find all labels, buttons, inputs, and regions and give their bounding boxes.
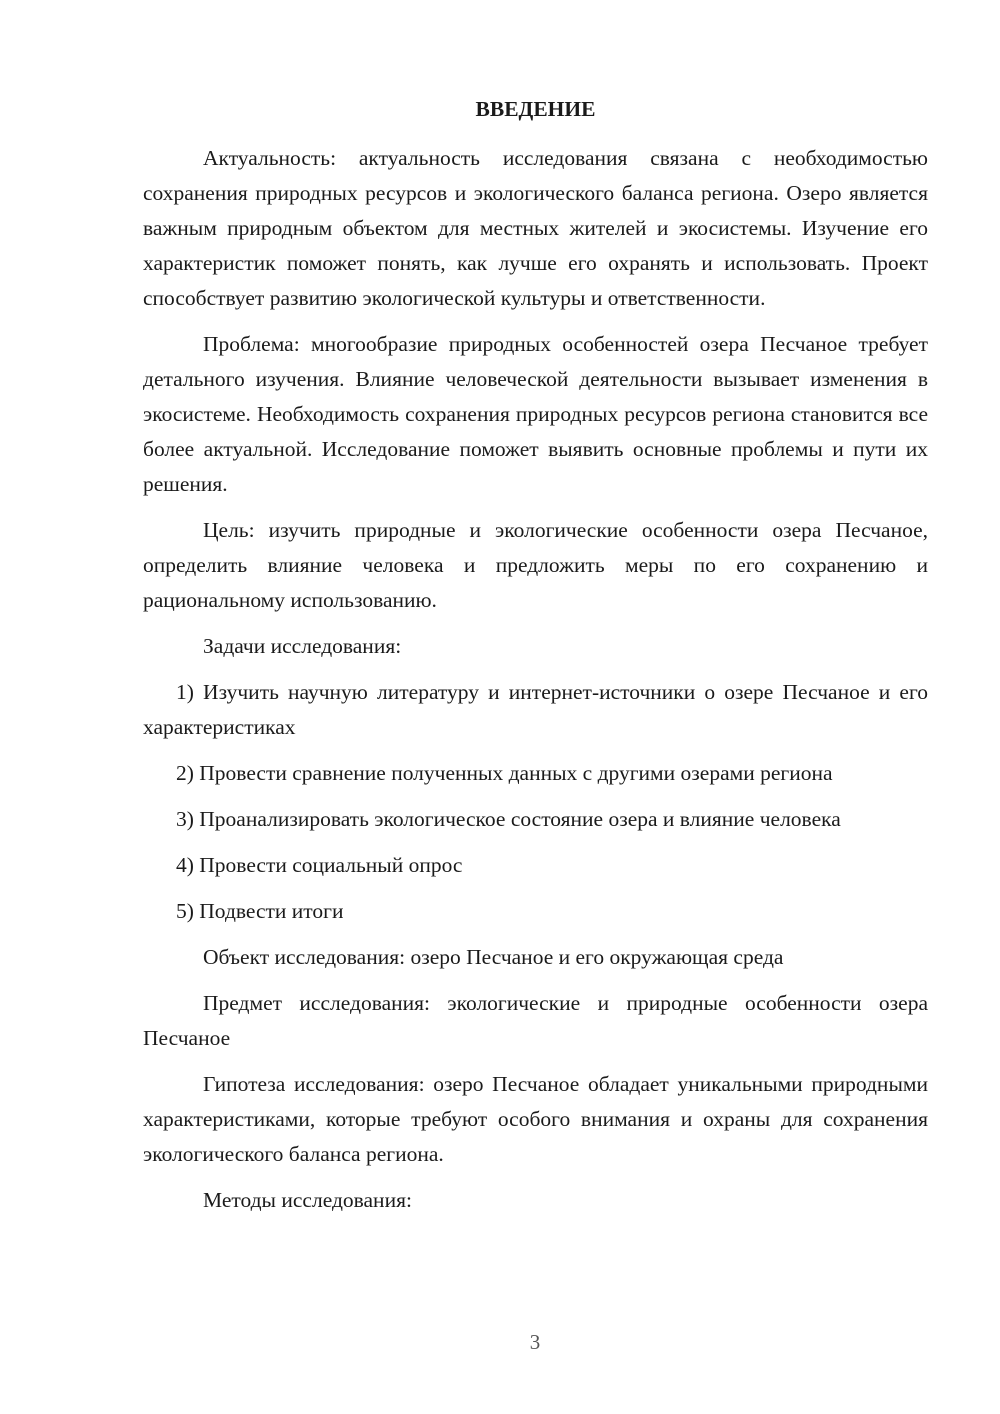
paragraph-hypothesis: Гипотеза исследования: озеро Песчаное обладает уникальными природными характеристиками, которые требуют особого внимания и охраны для сохранения экологического баланса региона. xyxy=(143,1072,928,1166)
page-number: 3 xyxy=(529,1330,541,1354)
paragraph-problem: Проблема: многообразие природных особенностей озера Песчаное требует детального изучения. Влияние человеческой деятельности вызывает изменения в экосистеме. Необходимость сохранения природных ресурсов региона становится все более актуальной. Исследование поможет выявить основные проблемы и пути их решения. xyxy=(143,332,928,496)
paragraph-relevance: Актуальность: актуальность исследования связана с необходимостью сохранения природных ресурсов и экологического баланса региона. Озеро является важным природным объектом для местных жителей и экосистемы. Изучение его характеристик поможет понять, как лучше его охранять и использовать. Проект способствует развитию экологической культуры и ответственности. xyxy=(143,146,928,310)
paragraph-methods: Методы исследования: xyxy=(203,1188,412,1212)
document-title: ВВЕДЕНИЕ xyxy=(475,97,596,121)
paragraph-subject: Предмет исследования: экологические и природные особенности озера Песчаное xyxy=(143,991,928,1050)
paragraph-object: Объект исследования: озеро Песчаное и его окружающая среда xyxy=(203,945,784,969)
paragraph-tasks-heading: Задачи исследования: xyxy=(203,634,402,658)
paragraph-goal: Цель: изучить природные и экологические особенности озера Песчаное, определить влияние человека и предложить меры по его сохранению и рациональному использованию. xyxy=(143,518,928,612)
task-item-1: 1) Изучить научную литературу и интернет-источники о озере Песчаное и его характеристиках xyxy=(143,680,928,739)
task-item-5: 5) Подвести итоги xyxy=(176,899,344,923)
task-item-4: 4) Провести социальный опрос xyxy=(176,853,463,877)
task-item-2: 2) Провести сравнение полученных данных с другими озерами региона xyxy=(176,761,833,785)
task-item-3: 3) Проанализировать экологическое состояние озера и влияние человека xyxy=(176,807,841,831)
document-page xyxy=(143,92,928,1229)
